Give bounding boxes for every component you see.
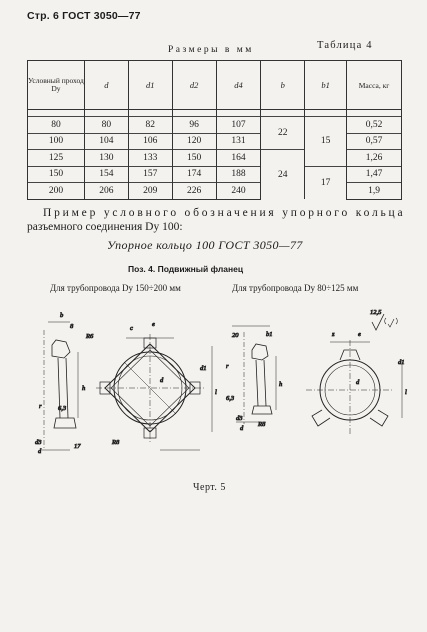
cell: 0,57 bbox=[347, 133, 402, 150]
label-l-c: c bbox=[130, 325, 133, 332]
label-r-e: e bbox=[358, 331, 361, 338]
header-d4: d4 bbox=[216, 61, 261, 110]
label-r-r: r bbox=[226, 363, 229, 370]
header-b: b bbox=[261, 61, 305, 110]
label-l-r8: R8 bbox=[112, 439, 120, 446]
cell-b1-group: 17 bbox=[305, 166, 347, 199]
table-row bbox=[28, 117, 402, 134]
page-header: Стр. 6 ГОСТ 3050—77 bbox=[27, 10, 141, 22]
label-r-d1: d1 bbox=[398, 359, 405, 366]
example-line-2: разъемного соединения Dу 100: bbox=[27, 221, 183, 233]
cell-b-group: 22 bbox=[261, 117, 305, 150]
cell-b-group: 24 bbox=[261, 150, 305, 200]
table-row bbox=[28, 166, 402, 183]
header-d1: d1 bbox=[128, 61, 172, 110]
example-designation: Упорное кольцо 100 ГОСТ 3050—77 bbox=[107, 238, 303, 252]
cell: 106 bbox=[128, 133, 172, 150]
label-l-63: 6,3 bbox=[58, 405, 67, 412]
sizes-caption: Размеры в мм bbox=[168, 45, 254, 55]
figure-caption: Черт. 5 bbox=[193, 482, 226, 493]
position-title: Поз. 4. Подвижный фланец bbox=[128, 264, 244, 274]
label-r-63: 6,3 bbox=[226, 395, 235, 402]
cell: 125 bbox=[28, 150, 85, 167]
label-l-r6: R6 bbox=[86, 333, 94, 340]
cell: 80 bbox=[28, 117, 85, 134]
cell: 107 bbox=[216, 117, 261, 134]
header-d: d bbox=[84, 61, 128, 110]
cell: 120 bbox=[172, 133, 216, 150]
cell: 100 bbox=[28, 133, 85, 150]
right-front-view bbox=[306, 340, 402, 434]
cell: 174 bbox=[172, 166, 216, 183]
label-r-dd: d bbox=[240, 425, 244, 432]
label-roughness: 12,5 bbox=[370, 309, 382, 316]
cell: 1,47 bbox=[347, 166, 402, 183]
cell: 131 bbox=[216, 133, 261, 150]
label-r-20: 20 bbox=[232, 332, 239, 339]
cell: 0,52 bbox=[347, 117, 402, 134]
label-l-h: h bbox=[82, 385, 86, 392]
label-l-e: e bbox=[152, 321, 155, 328]
table-number: Таблица 4 bbox=[317, 40, 373, 51]
cell: 226 bbox=[172, 183, 216, 200]
cell: 200 bbox=[28, 183, 85, 200]
cell-b1-group: 15 bbox=[305, 117, 347, 167]
header-d2: d2 bbox=[172, 61, 216, 110]
label-r-z: z bbox=[332, 331, 335, 338]
roughness-mark-icon bbox=[372, 314, 397, 330]
label-l-dmid: d bbox=[160, 377, 164, 384]
right-view-label: Для трубопровода Dу 80÷125 мм bbox=[232, 283, 359, 293]
right-side-view bbox=[232, 326, 276, 424]
cell: 188 bbox=[216, 166, 261, 183]
cell: 154 bbox=[84, 166, 128, 183]
label-r-l: l bbox=[405, 389, 407, 396]
dimensions-table bbox=[27, 60, 402, 200]
label-l-dd: d bbox=[38, 448, 42, 455]
cell: 133 bbox=[128, 150, 172, 167]
label-r-f1: d bbox=[356, 379, 360, 386]
label-r-b1: b1 bbox=[266, 331, 273, 338]
cell: 80 bbox=[84, 117, 128, 134]
header-b1: b1 bbox=[305, 61, 347, 110]
table-header-row bbox=[28, 61, 402, 110]
cell: 82 bbox=[128, 117, 172, 134]
cell: 157 bbox=[128, 166, 172, 183]
left-front-view bbox=[96, 334, 212, 450]
label-l-l: l bbox=[215, 389, 217, 396]
example-line-1: Пример условного обозначения упорного кольца bbox=[43, 207, 406, 219]
label-r-r8: R8 bbox=[258, 421, 266, 428]
label-l-d1: d1 bbox=[200, 365, 207, 372]
cell: 206 bbox=[84, 183, 128, 200]
cell: 164 bbox=[216, 150, 261, 167]
cell: 240 bbox=[216, 183, 261, 200]
left-view-label: Для трубопровода Dу 150÷200 мм bbox=[50, 283, 181, 293]
label-l-b: b bbox=[60, 312, 64, 319]
label-r-h: h bbox=[279, 381, 283, 388]
cell: 1,9 bbox=[347, 183, 402, 200]
label-l-r: r bbox=[39, 403, 42, 410]
table-spacer-row bbox=[28, 110, 402, 117]
header-mass: Масса, кг bbox=[347, 61, 402, 110]
technical-drawing bbox=[0, 300, 427, 460]
left-side-view bbox=[42, 322, 78, 450]
label-l-17: 17 bbox=[74, 443, 81, 450]
header-nominal-bore: Условный проход Dу bbox=[28, 61, 85, 110]
label-l-d3: d3 bbox=[35, 439, 42, 446]
cell: 150 bbox=[28, 166, 85, 183]
label-l-8: 8 bbox=[70, 323, 74, 330]
cell: 104 bbox=[84, 133, 128, 150]
cell: 1,26 bbox=[347, 150, 402, 167]
cell: 209 bbox=[128, 183, 172, 200]
cell: 130 bbox=[84, 150, 128, 167]
cell: 150 bbox=[172, 150, 216, 167]
label-r-d3: d3 bbox=[236, 415, 243, 422]
cell: 96 bbox=[172, 117, 216, 134]
